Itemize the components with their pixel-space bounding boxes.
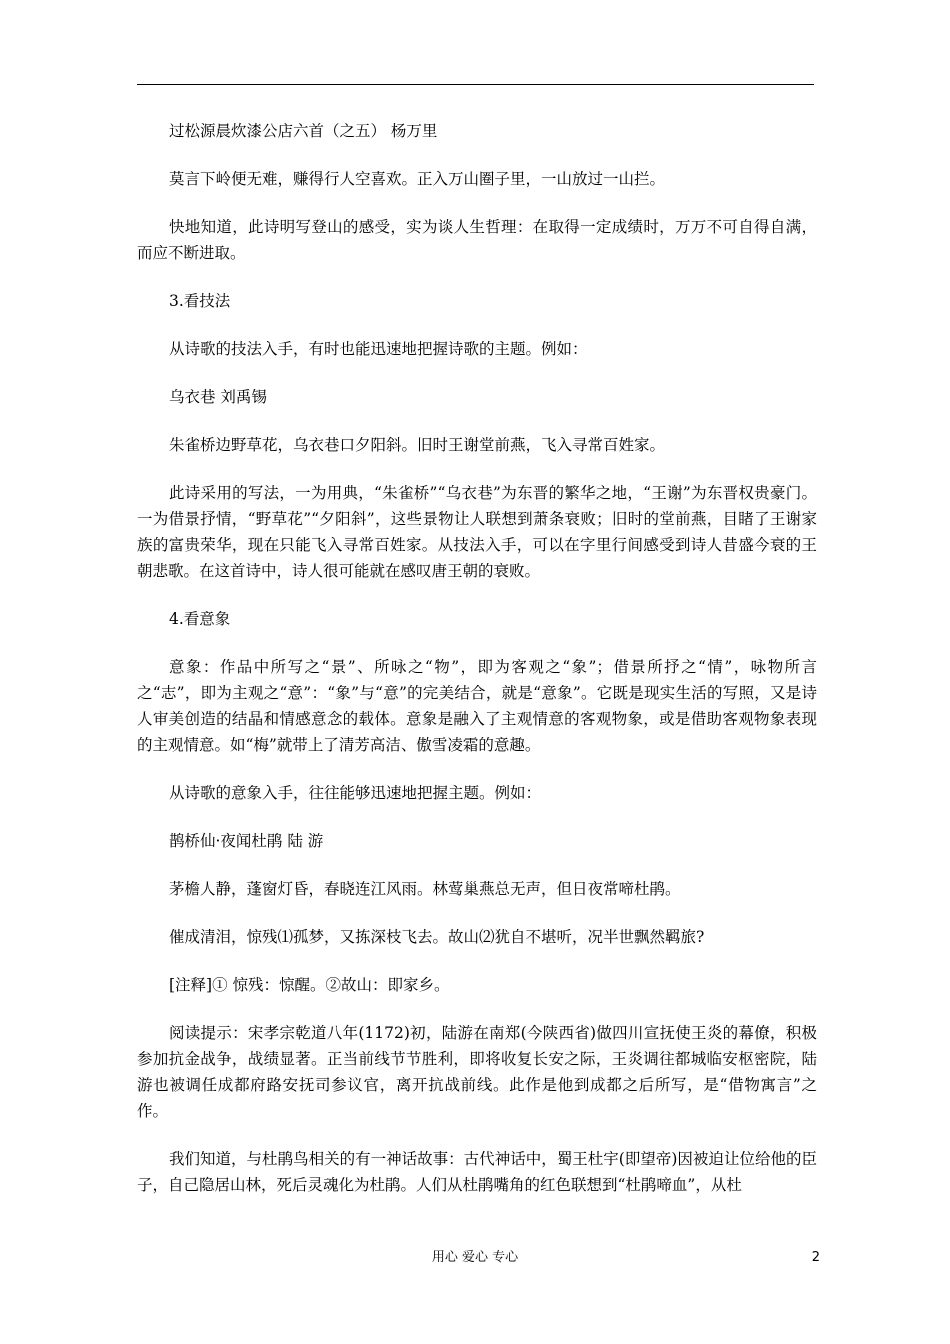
paragraph-reading-hint: 阅读提示：宋孝宗乾道八年(1172)初，陆游在南郑(今陕西省)做四川宣抚使王炎的幕僚，积极参加抗金战争，战绩显著。正当前线节节胜利，即将收复长安之际，王炎调往都城临安枢密院，陆游也被调任成都府路安抚司参议官，离开抗战前线。此作是他到成都之后所写，是“借物寓言”之作。 — [137, 1024, 817, 1120]
poem-title-queqiaoxian: 鹊桥仙·夜闻杜鹃 陆 游 — [169, 832, 324, 850]
paragraph-imagery-definition: 意象：作品中所写之“景”、所咏之“物”，即为客观之“象”；借景所抒之“情”，咏物所言之“志”，即为主观之“意”：“象”与“意”的完美结合，就是“意象”。它既是现实生活的写照，又是诗人审美创造的结晶和情感意念的载体。意象是融入了主观情意的客观物象，或是借助客观物象表现的主观情意。如“梅”就带上了清芳高洁、傲雪凌霜的意趣。 — [137, 658, 817, 754]
poem-text-queqiaoxian-2: 催成清泪，惊残⑴孤梦，又拣深枝飞去。故山⑵犹自不堪听，况半世飘然羁旅? — [169, 928, 705, 946]
paragraph-imagery-intro: 从诗歌的意象入手，往往能够迅速地把握主题。例如： — [169, 784, 542, 802]
paragraph-cuckoo-myth: 我们知道，与杜鹃鸟相关的有一神话故事：古代神话中，蜀王杜宇(即望帝)因被迫让位给他的臣子，自己隐居山林，死后灵魂化为杜鹃。人们从杜鹃嘴角的红色联想到“杜鹃啼血”，从杜 — [137, 1150, 817, 1194]
footer-motto: 用心 爱心 专心 — [431, 1250, 519, 1265]
poem-text-songyuan: 莫言下岭便无难，赚得行人空喜欢。正入万山圈子里，一山放过一山拦。 — [169, 170, 666, 188]
section-heading-technique: 3.看技法 — [169, 292, 231, 310]
poem-title-wuyixiang: 乌衣巷 刘禹锡 — [169, 388, 267, 406]
poem-title-songyuan: 过松源晨炊漆公店六首（之五） 杨万里 — [169, 122, 438, 140]
paragraph-technique-analysis: 此诗采用的写法，一为用典，“朱雀桥”“乌衣巷”为东晋的繁华之地，“王谢”为东晋权贵豪门。一为借景抒情，“野草花”“夕阳斜”，这些景物让人联想到萧条衰败；旧时的堂前燕，目睹了王谢家族的富贵荣华，现在只能飞入寻常百姓家。从技法入手，可以在字里行间感受到诗人昔盛今衰的王朝悲歌。在这首诗中，诗人很可能就在感叹唐王朝的衰败。 — [137, 484, 817, 580]
page-number: 2 — [811, 1250, 820, 1265]
poem-text-queqiaoxian-1: 茅檐人静，蓬窗灯昏，春晓连江风雨。林莺巢燕总无声，但日夜常啼杜鹃。 — [169, 880, 681, 898]
paragraph-philosophy: 快地知道，此诗明写登山的感受，实为谈人生哲理：在取得一定成绩时，万万不可自得自满，而应不断进取。 — [137, 218, 817, 262]
header-rule — [137, 84, 814, 85]
document-body — [137, 118, 817, 1220]
section-heading-imagery: 4.看意象 — [169, 610, 231, 628]
paragraph-technique-intro: 从诗歌的技法入手，有时也能迅速地把握诗歌的主题。例如： — [169, 340, 588, 358]
poem-text-wuyixiang: 朱雀桥边野草花，乌衣巷口夕阳斜。旧时王谢堂前燕，飞入寻常百姓家。 — [169, 436, 666, 454]
poem-notes: [注释]① 惊残：惊醒。②故山：即家乡。 — [169, 976, 450, 994]
